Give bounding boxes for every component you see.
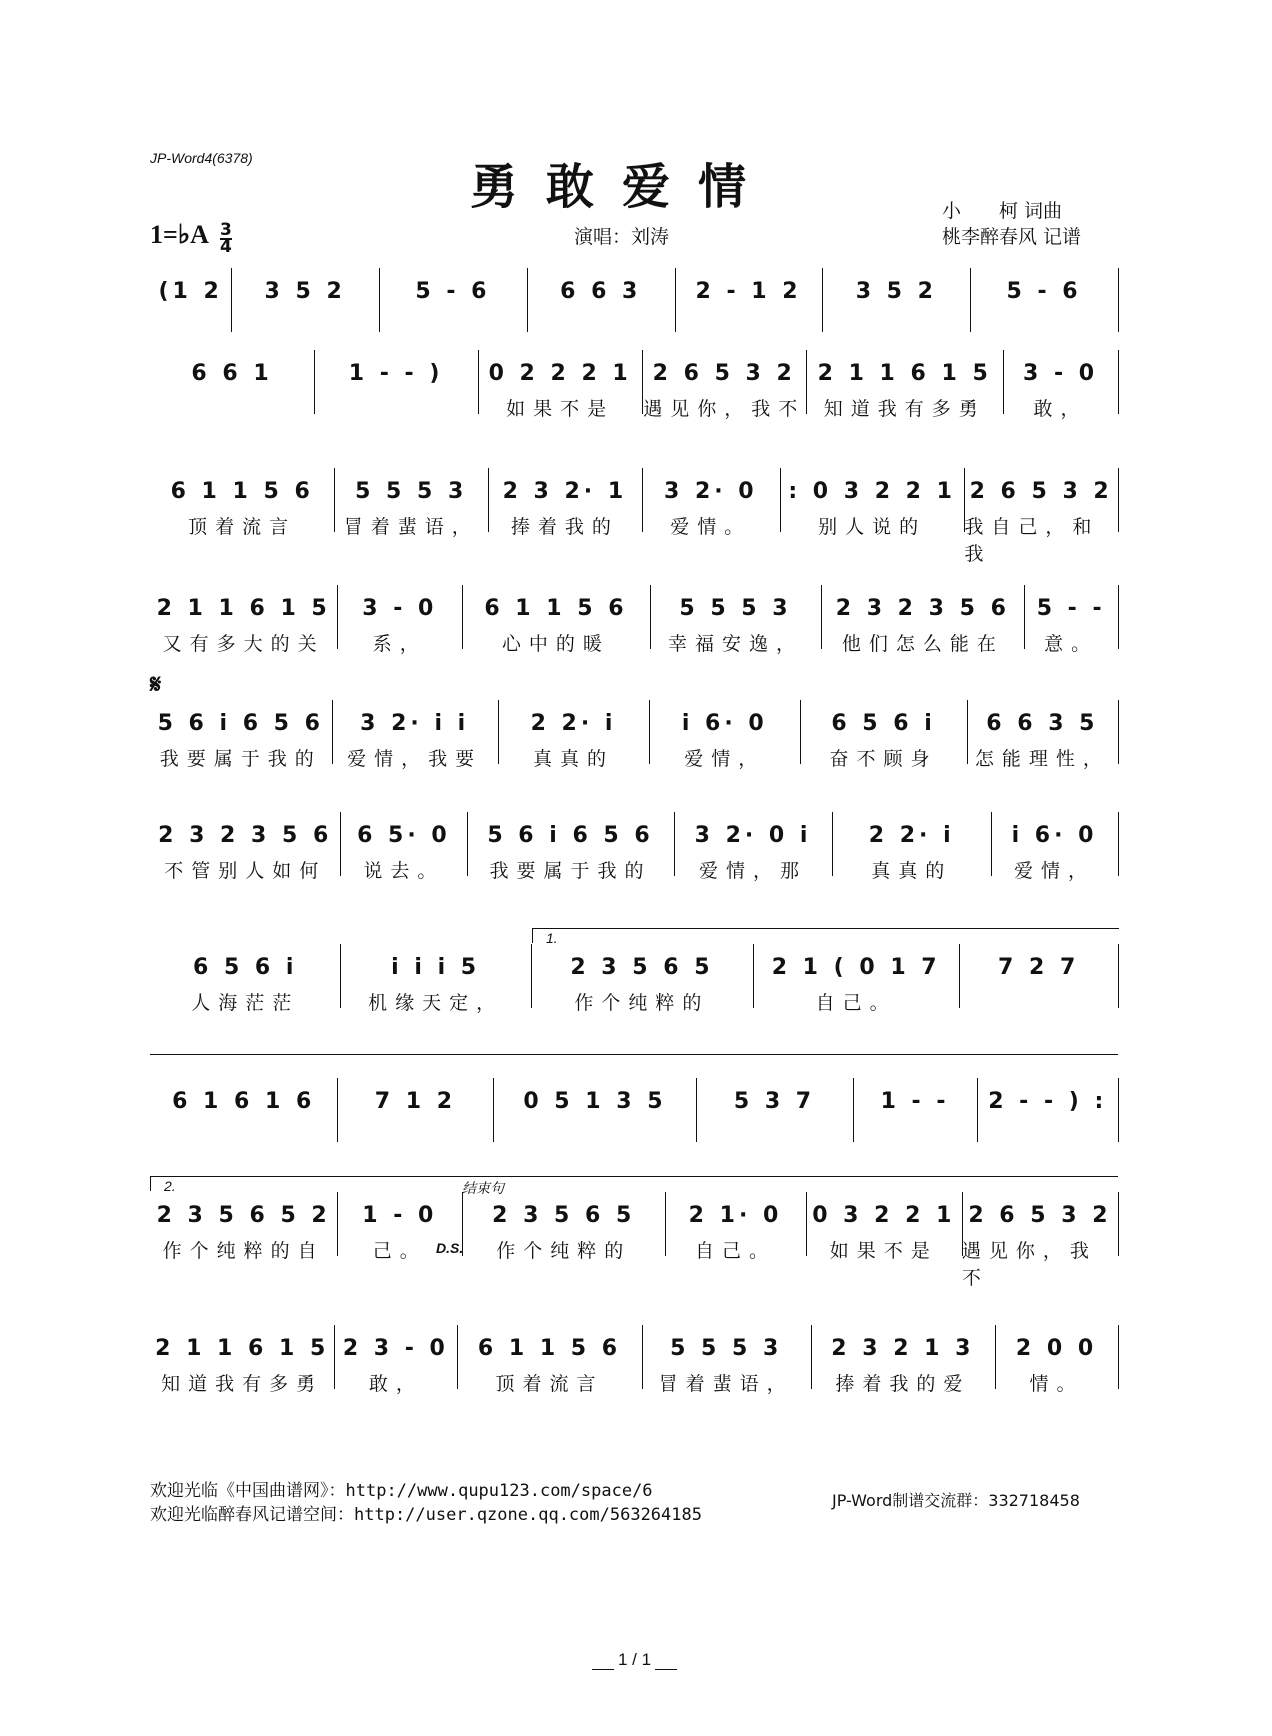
measure-notes: 2 - - ) : [988,1088,1108,1114]
measure-notes: i i i 5 [391,954,481,980]
score-system [150,1178,1118,1289]
measure-lyrics: 我自己，和我 [964,516,1100,565]
measure-lyrics: 不管别人如何 [164,860,327,882]
measure-lyrics: 奋不顾身 [829,748,938,770]
measure [665,1192,807,1262]
time-signature-top: 3 [219,219,232,240]
measure-lyrics: 心中的暖 [501,633,610,655]
measure-notes: 2 3 2· 1 [502,478,628,504]
transcriber: 桃李醉春风 记谱 [942,226,1082,248]
measure [314,350,479,414]
measure-notes: 0 3 2 2 1 [812,1202,956,1228]
measure-lyrics: 冒着蜚语， [343,516,479,538]
song-title: 勇敢爱情 [470,159,775,215]
measure-lyrics: 敢， [1033,398,1088,420]
measure-notes: 6 1 1 5 6 [170,478,314,504]
time-signature [219,219,232,257]
measure-lyrics: 人海茫茫 [191,992,300,1014]
measure [822,268,971,332]
measure [493,1078,697,1142]
measure-notes: 6 6 3 [560,278,642,304]
measure-lyrics: 真真的 [532,748,614,770]
measure [150,350,315,414]
measure [964,468,1119,565]
measure-notes: 2 3 2 3 5 6 [835,595,1010,621]
key-time-signature [150,220,232,255]
software-tag: JP-Word4(6378) [150,150,253,166]
score-system [150,812,1118,882]
measure-lyrics: 作个纯粹的 [574,992,710,1014]
score-system [150,930,1118,1014]
measure-lyrics: 如果不是 [829,1240,938,1262]
dal-segno-mark: D.S. [436,1240,464,1256]
measure-lyrics: 说去。 [363,860,445,882]
measure [696,1078,853,1142]
measure-lyrics: 敢， [368,1373,423,1395]
measure-lyrics: 捧着我的 [510,516,619,538]
volta-bracket [532,928,1119,943]
measure [150,812,341,882]
measure [991,812,1119,882]
measure-lyrics: 遇见你，我不 [643,398,806,420]
score-system [150,585,1118,655]
measure-notes: 5 - - [1036,595,1106,621]
measure-notes: 3 2· 0 [664,478,758,504]
measure-lyrics: 情。 [1029,1373,1084,1395]
measure-notes: 6 5· 0 [357,822,451,848]
measure [462,585,650,655]
measure-lyrics: 作个纯粹的自 [162,1240,325,1262]
measure-notes: 2 - 1 2 [695,278,802,304]
measure-lyrics: 己。 [372,1240,427,1262]
measure-notes: 2 3 5 6 5 [492,1202,636,1228]
measure-notes: 5 6 i 6 5 6 [157,710,324,736]
measure [753,944,960,1014]
measure [527,268,676,332]
measure-lyrics: 如果不是 [506,398,615,420]
measure-lyrics: 自己。 [815,992,897,1014]
measure-lyrics: 捧着我的爱 [835,1373,971,1395]
measure [150,1192,338,1262]
measure [488,468,643,538]
measure-notes: 2 6 5 3 2 [652,360,796,386]
measure-notes: 5 5 5 3 [670,1335,783,1361]
measure [467,812,674,882]
measure [478,350,643,420]
footer-link-qupu[interactable]: 欢迎光临《中国曲谱网》：http://www.qupu123.com/space/6 [150,1481,653,1501]
measure-notes: 3 - 0 [362,595,438,621]
measure [498,700,650,770]
measure-notes: 2 1 1 6 1 5 [817,360,992,386]
measure [150,585,338,655]
measure-notes: 3 5 2 [264,278,346,304]
measure [970,268,1119,332]
measure-lyrics: 意。 [1044,633,1099,655]
measure-notes: 2 3 2 1 3 [831,1335,975,1361]
score-system [150,1325,1118,1395]
measure-notes: 1 - 0 [362,1202,438,1228]
measure-notes: 6 6 1 [191,360,273,386]
measure-lyrics: 自己。 [694,1240,776,1262]
measure-lyrics: 爱情， [684,748,766,770]
measure [340,812,468,882]
volta-bracket [150,1176,451,1191]
measure [806,350,1004,420]
measure-notes: 3 - 0 [1023,360,1099,386]
measure-notes: 6 1 6 1 6 [172,1088,316,1114]
measure [800,700,967,770]
measure-notes: 0 2 2 2 1 [488,360,632,386]
measure [961,1192,1119,1289]
measure-notes: 2 1 ( 0 1 7 [771,954,941,980]
measure-notes: 5 - 6 [415,278,491,304]
page-number [588,1650,681,1670]
measure-notes: 1 - - ) [348,360,444,386]
measure-lyrics: 知道我有多勇 [823,398,986,420]
measure [334,468,489,538]
measure-notes: 5 5 5 3 [679,595,792,621]
measure [821,585,1025,655]
measure [642,350,807,420]
page-number-text: 1 / 1 [618,1650,652,1669]
measure-notes: : 0 3 2 2 1 [788,478,956,504]
measure-notes: 2 6 5 3 2 [969,478,1113,504]
measure-notes: 2 0 0 [1015,1335,1098,1361]
measure-lyrics: 遇见你，我不 [961,1240,1097,1289]
measure-lyrics: 知道我有多勇 [161,1373,324,1395]
measure-lyrics: 顶着流言 [188,516,297,538]
measure [977,1078,1119,1142]
measure [150,268,232,332]
measure-notes: 2 3 2 3 5 6 [158,822,333,848]
measure [531,944,754,1014]
measure-lyrics: 作个纯粹的 [496,1240,632,1262]
qq-group: JP-Word制谱交流群：332718458 [832,1491,1080,1510]
measure-lyrics: 怎能理性， [974,748,1110,770]
repeat-section-line [150,1054,1118,1055]
measure [462,1192,666,1262]
measure [150,1325,335,1395]
volta-number: 2. [164,1178,176,1194]
volta-number: 1. [546,930,558,946]
measure-lyrics: 爱情。 [670,516,752,538]
measure-lyrics: 他们怎么能在 [841,633,1004,655]
measure-notes: 5 - 6 [1006,278,1082,304]
score-system [150,468,1118,565]
measure [995,1325,1119,1395]
segno-sign: 𝄋 [150,670,162,700]
measure-notes: 2 3 5 6 5 2 [156,1202,331,1228]
measure [675,268,824,332]
measure-notes: 2 2· i [530,710,617,736]
measure [1024,585,1119,655]
key-signature: 1=♭A [150,220,209,249]
measure-lyrics: 真真的 [871,860,953,882]
measure-notes: 2 6 5 3 2 [968,1202,1112,1228]
measure-lyrics: 爱情，那 [699,860,808,882]
measure-notes: 2 2· i [868,822,955,848]
measure-notes: i 6· 0 [681,710,768,736]
score-system [150,670,1118,770]
measure-lyrics: 又有多大的关 [162,633,325,655]
measure [150,944,341,1014]
measure-notes: (1 2 [158,278,223,304]
measure-notes: 7 2 7 [998,954,1080,980]
measure [650,585,823,655]
performer: 演唱：刘涛 [574,226,670,248]
measure-notes: 5 5 5 3 [355,478,468,504]
measure-lyrics: 爱情， [1014,860,1096,882]
lyricist-composer: 小 柯 词曲 [942,200,1063,222]
measure-notes: 3 2· 0 i [694,822,812,848]
measure [231,268,380,332]
measure-notes: 6 1 1 5 6 [484,595,628,621]
measure-notes: 3 5 2 [855,278,937,304]
measure [811,1325,996,1395]
footer-link-qzone[interactable]: 欢迎光临醉春风记谱空间：http://user.qzone.qq.com/563264185 [150,1505,702,1525]
measure [853,1078,979,1142]
measure-lyrics: 冒着蜚语， [658,1373,794,1395]
measure-notes: 1 - - [880,1088,950,1114]
measure [332,700,499,770]
measure [150,468,335,538]
measure [340,944,531,1014]
measure [780,468,965,538]
measure [832,812,992,882]
measure [806,1192,963,1262]
measure-lyrics: 顶着流言 [495,1373,604,1395]
measure-notes: 2 3 - 0 [342,1335,449,1361]
measure-notes: 6 1 1 5 6 [477,1335,622,1361]
measure-notes: 6 5 6 i [831,710,936,736]
time-signature-bottom: 4 [219,236,232,257]
measure-notes: 7 1 2 [374,1088,457,1114]
measure-notes: 5 3 7 [733,1088,816,1114]
measure-notes: 6 5 6 i [192,954,298,980]
measure [1003,350,1119,420]
measure-notes: 2 1· 0 [688,1202,783,1228]
measure-lyrics: 爱情，我要 [347,748,483,770]
measure-notes: 5 6 i 6 5 6 [487,822,654,848]
measure-notes: 3 2· i i [360,710,470,736]
score-system [150,350,1118,420]
measure-notes: 2 3 5 6 5 [570,954,714,980]
measure [150,700,333,770]
measure-notes: i 6· 0 [1011,822,1098,848]
measure-lyrics: 幸福安逸， [667,633,803,655]
measure [967,700,1119,770]
measure-notes: 6 6 3 5 [986,710,1099,736]
measure-lyrics: 机缘天定， [368,992,504,1014]
coda-label: 结束句 [462,1180,504,1196]
measure-lyrics: 系， [372,633,427,655]
measure-notes: 0 5 1 3 5 [523,1088,667,1114]
measure [457,1325,642,1395]
measure [379,268,528,332]
measure [649,700,801,770]
measure-notes: 2 1 1 6 1 5 [155,1335,330,1361]
measure-lyrics: 别人说的 [818,516,927,538]
measure [674,812,834,882]
measure [337,585,463,655]
measure-lyrics: 我要属于我的 [489,860,652,882]
measure-lyrics: 我要属于我的 [159,748,322,770]
measure [150,1078,338,1142]
measure-notes: 2 1 1 6 1 5 [156,595,331,621]
measure [959,944,1119,1008]
measure [334,1325,458,1395]
measure [642,468,781,538]
score-system [150,268,1118,332]
measure [337,1078,494,1142]
coda-bracket [450,1176,1118,1177]
measure [642,1325,812,1395]
score-system [150,1078,1118,1142]
